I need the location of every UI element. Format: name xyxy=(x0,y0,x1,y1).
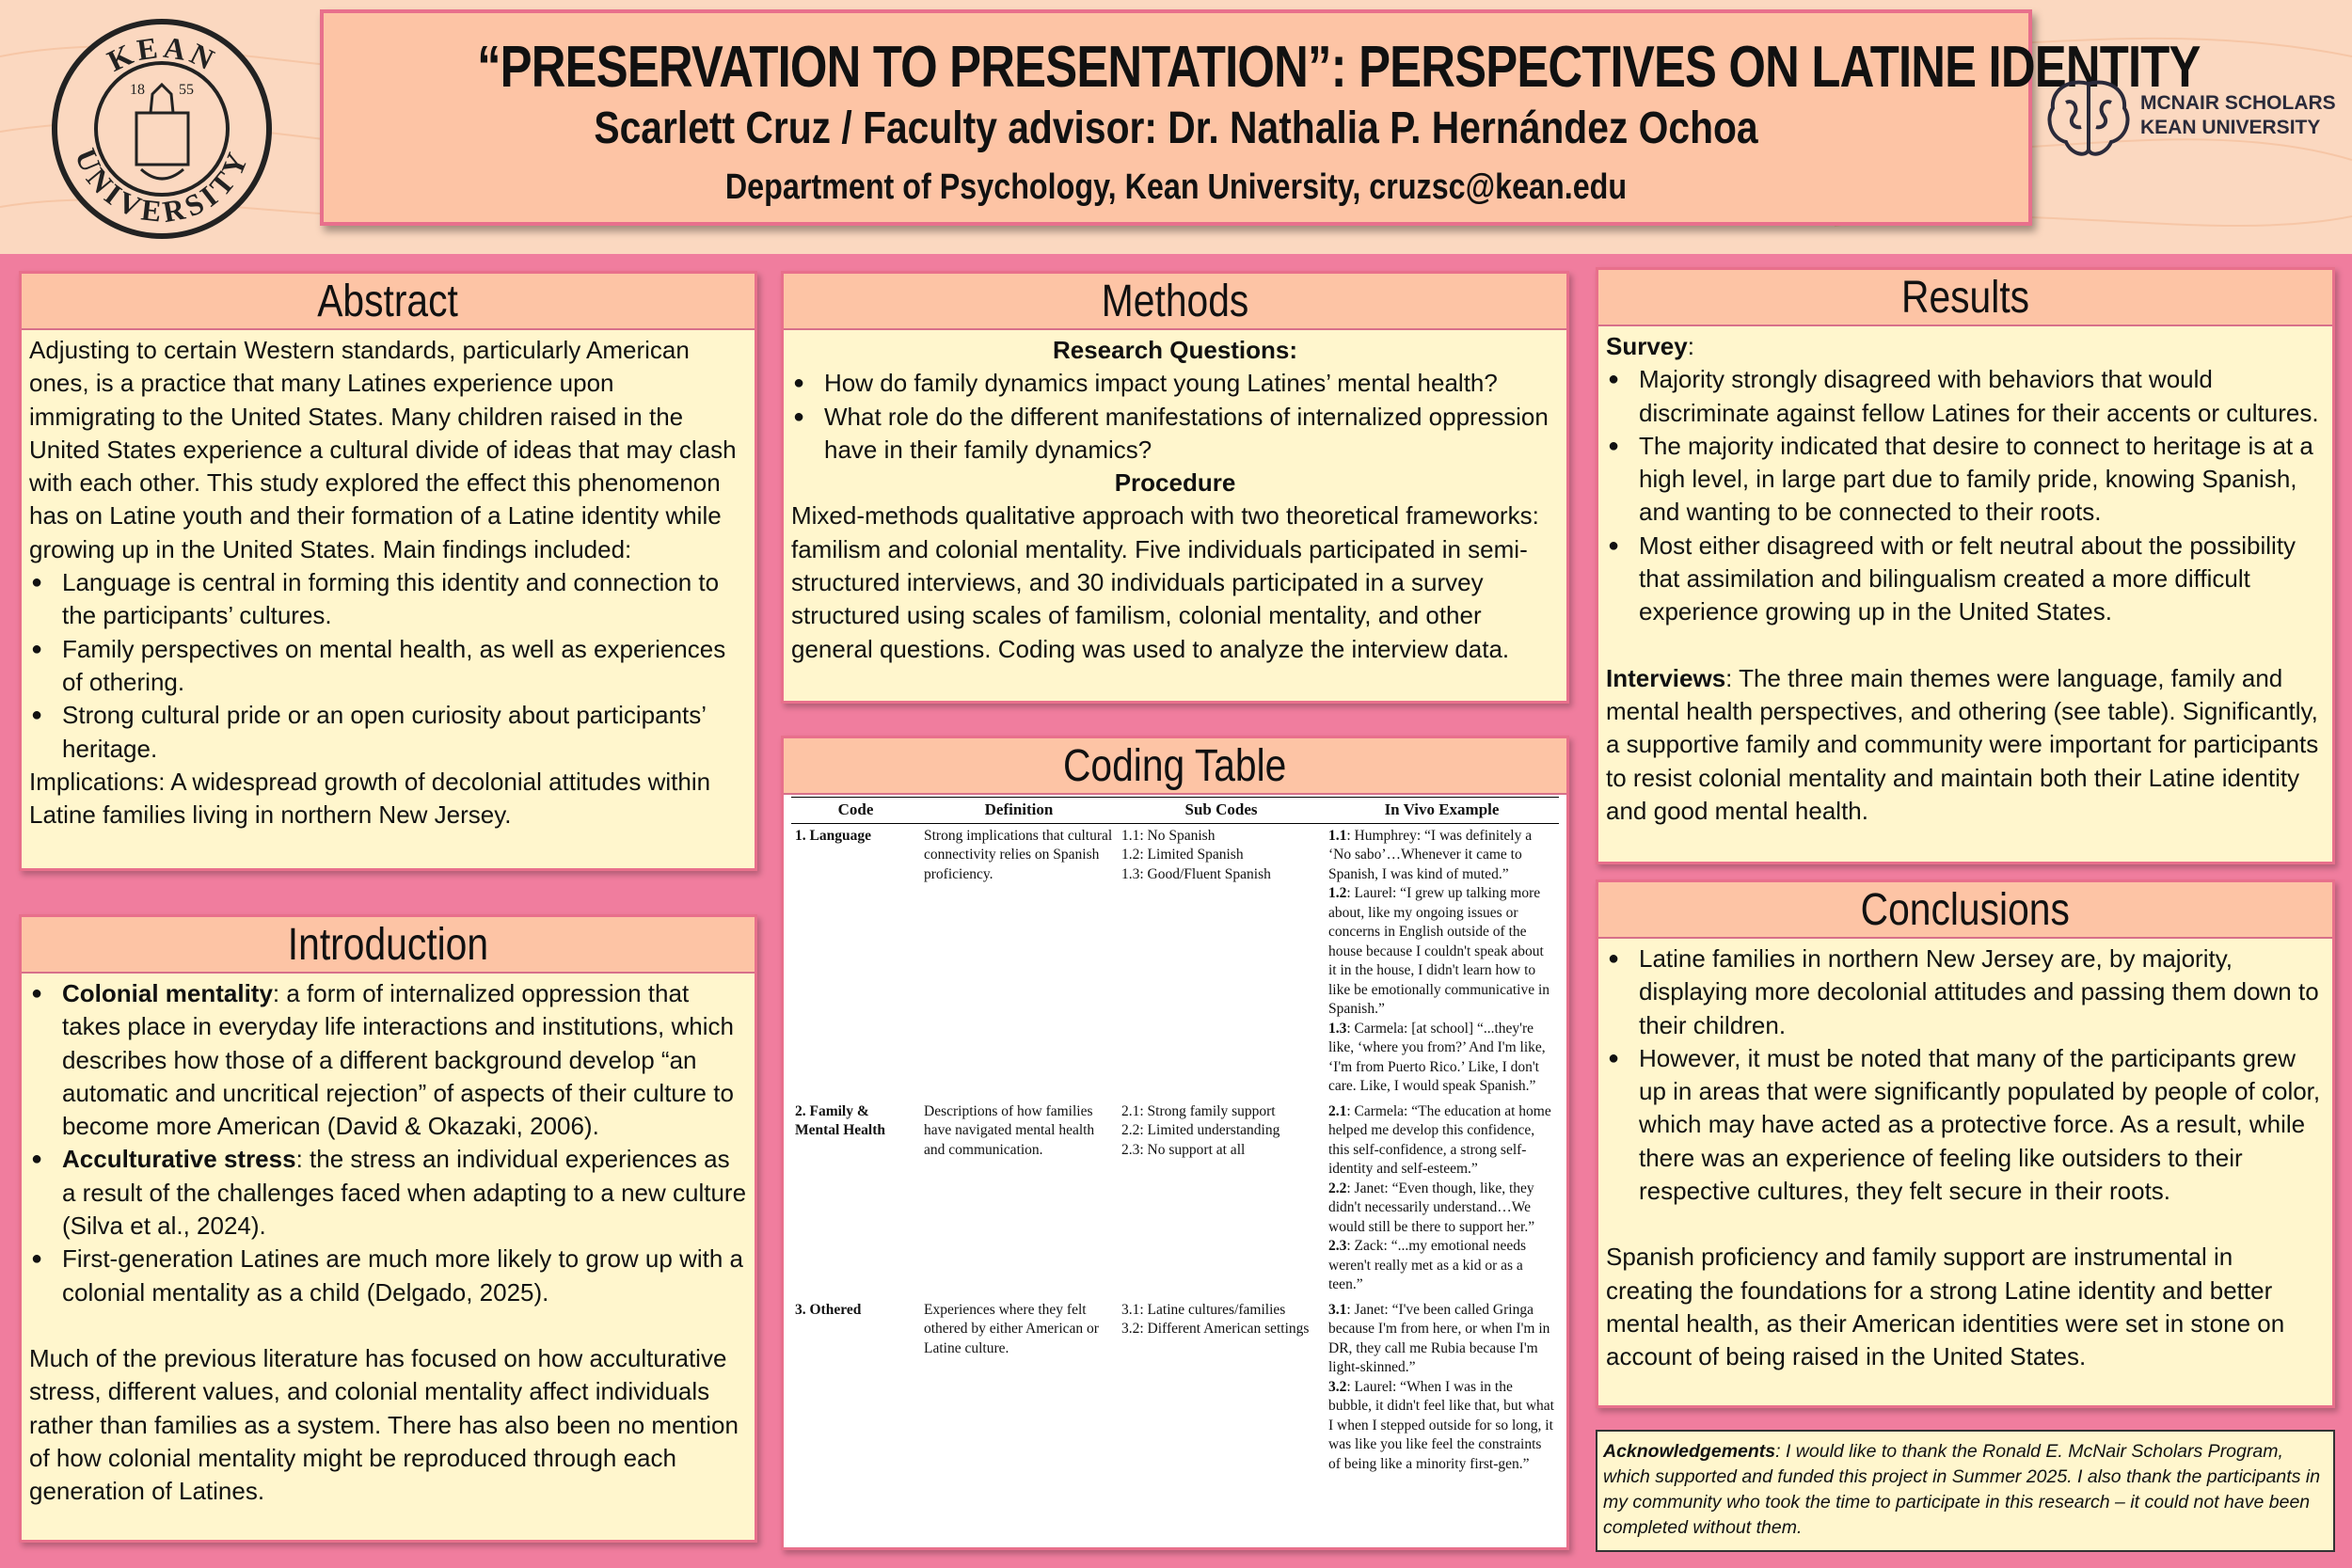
row-code: 1. Language xyxy=(795,827,871,844)
row-examples: 2.1: Carmela: “The education at home helped me develop this confidence, this self-confidence, a strong self-identity and self-esteem.” 2.2: Janet: “Even though, like, they didn't necessarily understand…We would still be there to support her.” 2.3: Zack: “...my emotional needs weren't really met as a kid or as a teen.” xyxy=(1328,1102,1551,1292)
brain-icon xyxy=(2042,71,2136,165)
row-definition: Experiences where they felt othered by either American or Latine culture. xyxy=(924,1301,1099,1356)
row-examples: 3.1: Janet: “I've been called Gringa because I'm from here, or when I'm in DR, they call me Rubia because I'm light-skinned.” 3.2: Laurel: “When I was in the bubble, it didn't feel like that, but what I when I stepped outside for so long, it was like you like feel the constraints of being like a minority first-gen.” xyxy=(1328,1301,1554,1472)
introduction-list xyxy=(29,977,747,1309)
abstract-finding: ● Strong cultural pride or an open curiosity about participants’ heritage. xyxy=(29,699,747,766)
row-examples: 1.1: Humphrey: “I was definitely a ‘No sabo’…Whenever it came to Spanish, I was kind of muted.” 1.2: Laurel: “I grew up talking more about, like my ongoing issues or concerns in English outside of the house because I couldn't speak about it in the house, I didn't learn how to like be emotionally communicative in Spanish.” 1.3: Carmela: [at school] “...they're like, ‘where you from?’ And I'm like, ‘I'm from Puerto Rico.’ Like, I don't care. Like, I would speak Spanish.” xyxy=(1328,827,1550,1094)
procedure-heading: Procedure xyxy=(1114,468,1236,498)
survey-label: Survey: xyxy=(1606,332,1694,360)
mcnair-line-1: MCNAIR SCHOLARS xyxy=(2140,92,2336,114)
kean-university-seal xyxy=(47,19,278,240)
acknowledgements-box xyxy=(1596,1430,2335,1552)
introduction-closing: Much of the previous literature has focused on how acculturative stress, different values, and colonial mentality affect individuals rather than families as a system. There has also been no mention of how colonial mentality might be reproduced through each generation of Latines. xyxy=(29,1343,739,1506)
row-subcodes: 3.1: Latine cultures/families 3.2: Different American settings xyxy=(1121,1301,1310,1337)
conclusions-closing: Spanish proficiency and family support are instrumental in creating the foundations for a strong Latine identity and better mental health, as their American identities were set in stone on account of being raised in the United States. xyxy=(1606,1243,2285,1371)
introduction-heading: Introduction xyxy=(22,917,755,974)
seal-bottom-text: UNIVERSITY xyxy=(68,143,257,230)
conclusions-panel xyxy=(1596,879,2335,1408)
methods-heading: Methods xyxy=(784,274,1566,330)
abstract-panel xyxy=(19,271,757,871)
abstract-findings-list xyxy=(29,566,747,766)
procedure-text: Mixed-methods qualitative approach with two theoretical frameworks: familism and colonial mentality. Five individuals participated in semi-structured interviews, and 30 individuals participated in a survey structured using scales of familism, colonial mentality, and other general questions. Coding was used to analyze the interview data. xyxy=(791,501,1539,663)
row-definition: Descriptions of how families have navigated mental health and communication. xyxy=(924,1102,1095,1158)
row-code: 3. Othered xyxy=(795,1301,862,1318)
seal-year-left: 18 xyxy=(130,82,145,98)
results-heading: Results xyxy=(1598,270,2332,326)
table-row xyxy=(791,823,1559,1100)
survey-result: ● The majority indicated that desire to connect to heritage is at a high level, in large part due to family pride, knowing Spanish, and wanting to be connected to their roots. xyxy=(1606,430,2325,530)
conclusion-item: ● However, it must be noted that many of the participants grew up in areas that were significantly populated by people of color, which may have acted as a protective force. As a result, while there was an experience of feeling like outsiders to their respective cultures, they felt secure in their roots. xyxy=(1606,1042,2325,1208)
coding-table-panel xyxy=(781,736,1569,1550)
abstract-heading: Abstract xyxy=(22,274,755,330)
methods-panel xyxy=(781,271,1569,704)
author-line: Scarlett Cruz / Faculty advisor: Dr. Nathalia P. Hernández Ochoa xyxy=(594,103,1758,153)
coding-table xyxy=(791,797,1559,1477)
mcnair-scholars-logo xyxy=(2042,71,2343,165)
table-row xyxy=(791,1298,1559,1478)
abstract-finding: ● Family perspectives on mental health, as well as experiences of othering. xyxy=(29,633,747,700)
row-code: 2. Family & Mental Health xyxy=(795,1102,885,1138)
survey-result: ● Most either disagreed with or felt neutral about the possibility that assimilation and bilingualism created a more difficult experience growing up in the United States. xyxy=(1606,530,2325,629)
department-line: Department of Psychology, Kean University, cruzsc@kean.edu xyxy=(724,167,1628,207)
introduction-panel xyxy=(19,914,757,1543)
survey-result: ● Majority strongly disagreed with behaviors that would discriminate against fellow Latines for their accents or cultures. xyxy=(1606,363,2325,430)
poster-title: “PRESERVATION TO PRESENTATION”: PERSPECTIVES ON LATINE IDENTITY xyxy=(477,35,2201,100)
row-subcodes: 2.1: Strong family support 2.2: Limited understanding 2.3: No support at all xyxy=(1121,1102,1280,1158)
conclusion-item: ● Latine families in northern New Jersey are, by majority, displaying more decolonial attitudes and passing them down to their children. xyxy=(1606,942,2325,1042)
row-subcodes: 1.1: No Spanish 1.2: Limited Spanish 1.3: Good/Fluent Spanish xyxy=(1121,827,1271,882)
seal-year-right: 55 xyxy=(179,82,194,98)
column-header-definition: Definition xyxy=(920,798,1118,824)
research-question: ● What role do the different manifestations of internalized oppression have in their family dynamics? xyxy=(791,401,1559,467)
intro-item-colonial-mentality: ● Colonial mentality: a form of internalized oppression that takes place in everyday life interactions and institutions, which describes how those of a different background develop “an automatic and uncritical rejection” of aspects of their culture to become more American (David & Okazaki, 2006). xyxy=(29,977,747,1143)
survey-results-list xyxy=(1606,363,2325,628)
intro-item-first-generation: ● First-generation Latines are much more likely to grow up with a colonial mentality as a child (Delgado, 2025). xyxy=(29,1243,747,1309)
research-question: ● How do family dynamics impact young Latines’ mental health? xyxy=(791,367,1559,400)
intro-item-acculturative-stress: ● Acculturative stress: the stress an individual experiences as a result of the challenges faced when adapting to a new culture (Silva et al., 2024). xyxy=(29,1143,747,1243)
acknowledgements-text: : I would like to thank the Ronald E. McNair Scholars Program, which supported and funded this project in Summer 2025. I also thank the participants in my community who took the time to participate in this research – it could not have been completed without them. xyxy=(1603,1441,2321,1538)
abstract-finding: ● Language is central in forming this identity and connection to the participants’ cultures. xyxy=(29,566,747,633)
seal-top-text: KEAN xyxy=(102,29,223,78)
research-questions-list xyxy=(791,367,1559,467)
results-panel xyxy=(1596,267,2335,864)
row-definition: Strong implications that cultural connectivity relies on Spanish proficiency. xyxy=(924,827,1113,882)
abstract-intro: Adjusting to certain Western standards, particularly American ones, is a practice that many Latines experience upon immigrating to the United States. Many children raised in the United States experience a cultural divide of ideas that may clash with each other. This study explored the effect this phenomenon has on Latine youth and their formation of a Latine identity while growing up in the United States. Main findings included: xyxy=(29,336,737,563)
poster-title-box xyxy=(320,9,2201,226)
interviews-result: Interviews: The three main themes were language, family and mental health perspectives, and othering (see table). Significantly, a supportive family and community were important for participants to resist colonial mentality and maintain both their Latine identity and good mental health. xyxy=(1606,663,2319,825)
mcnair-line-2: KEAN UNIVERSITY xyxy=(2140,117,2321,138)
research-questions-heading: Research Questions: xyxy=(1052,336,1298,364)
acknowledgements-label: Acknowledgements xyxy=(1603,1441,1776,1462)
conclusions-heading: Conclusions xyxy=(1598,882,2332,939)
column-header-sub-codes: Sub Codes xyxy=(1118,798,1325,824)
column-header-in-vivo-example: In Vivo Example xyxy=(1325,798,1559,824)
abstract-implications: Implications: A widespread growth of decolonial attitudes within Latine families living in northern New Jersey. xyxy=(29,767,711,830)
coding-table-heading: Coding Table xyxy=(784,738,1566,795)
conclusions-list xyxy=(1606,942,2325,1208)
column-header-code: Code xyxy=(791,798,920,824)
table-row xyxy=(791,1100,1559,1298)
